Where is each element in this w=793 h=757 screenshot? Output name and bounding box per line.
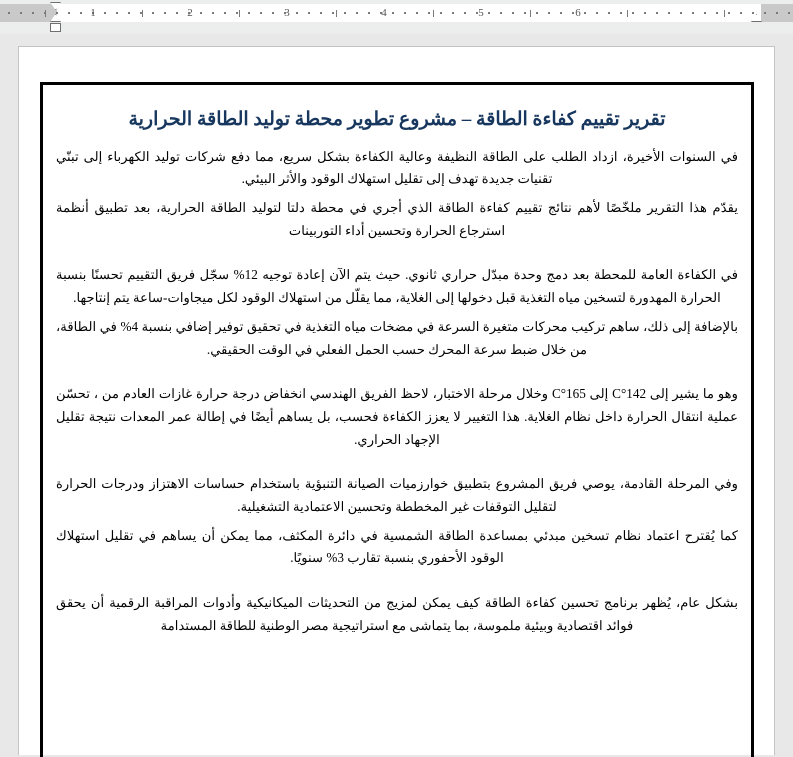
ruler-minor-tick: [320, 12, 322, 14]
ruler-minor-tick: [524, 12, 526, 14]
ruler-minor-tick: [296, 12, 298, 14]
ruler-minor-tick: [752, 12, 754, 14]
ruler-minor-tick: [596, 12, 598, 14]
ruler-minor-tick: [764, 12, 766, 14]
ruler-minor-tick: [512, 12, 514, 14]
ruler-number: 4: [381, 7, 387, 19]
ruler-half-inch-tick: [45, 10, 46, 17]
paragraph-spacer: [56, 248, 738, 264]
paragraph-spacer: [56, 367, 738, 383]
ruler-minor-tick: [20, 12, 22, 14]
ruler-minor-tick: [452, 12, 454, 14]
ruler-minor-tick: [644, 12, 646, 14]
ruler-minor-tick: [632, 12, 634, 14]
ruler-minor-tick: [656, 12, 658, 14]
ruler-half-inch-tick: [433, 10, 434, 17]
ruler-minor-tick: [668, 12, 670, 14]
ruler-minor-tick: [416, 12, 418, 14]
document-page[interactable]: [18, 46, 775, 755]
ruler-minor-tick: [80, 12, 82, 14]
ruler-minor-tick: [548, 12, 550, 14]
ruler-tick-marks: [0, 4, 793, 22]
ruler-minor-tick: [728, 12, 730, 14]
ruler-minor-tick: [116, 12, 118, 14]
ruler-half-inch-tick: [336, 10, 337, 17]
ruler-half-inch-tick: [239, 10, 240, 17]
paragraph-solar-preheating: كما يُقترح اعتماد نظام تسخين مبدئي بمساعدة الطاقة الشمسية في دائرة المكثف، مما يمكن أن يساهم في تقليل استهلاك الوقود الأحفوري بنسبة تقارب 3% سنويًا.: [56, 527, 738, 566]
ruler-number: 5: [478, 7, 484, 19]
ruler-minor-tick: [224, 12, 226, 14]
ruler-minor-tick: [776, 12, 778, 14]
ruler-minor-tick: [164, 12, 166, 14]
ruler[interactable]: [0, 0, 793, 34]
ruler-minor-tick: [440, 12, 442, 14]
ruler-minor-tick: [692, 12, 694, 14]
ruler-number: 2: [187, 7, 193, 19]
ruler-minor-tick: [200, 12, 202, 14]
paragraph-spacer: [56, 576, 738, 592]
ruler-minor-tick: [68, 12, 70, 14]
ruler-minor-tick: [500, 12, 502, 14]
ruler-half-inch-tick: [724, 10, 725, 17]
ruler-minor-tick: [8, 12, 10, 14]
ruler-minor-tick: [404, 12, 406, 14]
ruler-minor-tick: [236, 12, 238, 14]
ruler-number: 6: [575, 7, 581, 19]
ruler-half-inch-tick: [530, 10, 531, 17]
ruler-minor-tick: [56, 12, 58, 14]
ruler-number: 3: [284, 7, 290, 19]
ruler-minor-tick: [104, 12, 106, 14]
ruler-minor-tick: [584, 12, 586, 14]
ruler-minor-tick: [620, 12, 622, 14]
ruler-minor-tick: [176, 12, 178, 14]
ruler-minor-tick: [392, 12, 394, 14]
paragraph-intro: في السنوات الأخيرة، ازداد الطلب على الطاقة النظيفة وعالية الكفاءة بشكل سريع، مما دفع شركات توليد الكهرباء إلى تبنّي تقنيات جديدة تهدف إلى تقليل استهلاك الوقود والأثر البيئي.: [56, 148, 738, 187]
paragraph-summary: يقدّم هذا التقرير ملخّصًا لأهم نتائج تقييم كفاءة الطاقة الذي أجري في محطة دلتا لتوليد الطاقة الحرارية، بعد تطبيق أنظمة استرجاع الحرارة وتحسين أداء التوربينات: [56, 200, 738, 238]
ruler-minor-tick: [680, 12, 682, 14]
ruler-minor-tick: [788, 12, 790, 14]
document-body[interactable]: [42, 84, 752, 755]
ruler-minor-tick: [356, 12, 358, 14]
ruler-minor-tick: [536, 12, 538, 14]
page-title: تقرير تقييم كفاءة الطاقة – مشروع تطوير محطة توليد الطاقة الحرارية: [128, 109, 666, 130]
ruler-minor-tick: [344, 12, 346, 14]
ruler-half-inch-tick: [142, 10, 143, 17]
paragraph-vsd-savings: بالإضافة إلى ذلك، ساهم تركيب محركات متغيرة السرعة في مضخات مياه التغذية في تحقيق توفير إضافي بنسبة 4% في الطاقة، من خلال ضبط سرعة المحرك حسب الحمل الفعلي في الوقت الحقيقي.: [56, 318, 738, 357]
ruler-minor-tick: [740, 12, 742, 14]
ruler-minor-tick: [128, 12, 130, 14]
paragraph-efficiency-gain: في الكفاءة العامة للمحطة بعد دمج وحدة مبدّل حراري ثانوي. حيث يتم الآن إعادة توجيه 12% سجّل فريق التقييم تحسنًا بنسبة الحرارة المهدورة لتسخين مياه التغذية قبل دخولها إلى الغلاية، مما يقلّل من استهلاك الوقود لكل ميجاوات-ساعة يتم إنتاجها.: [56, 267, 738, 306]
ruler-minor-tick: [428, 12, 430, 14]
ruler-minor-tick: [332, 12, 334, 14]
ruler-minor-tick: [560, 12, 562, 14]
ruler-minor-tick: [368, 12, 370, 14]
ruler-minor-tick: [716, 12, 718, 14]
ruler-minor-tick: [248, 12, 250, 14]
paragraph-exhaust-temperature: وهو ما يشير إلى 142°C إلى 165°C وخلال مرحلة الاختبار، لاحظ الفريق الهندسي انخفاض درجة حرارة غازات العادم من ، تحسّن عملية انتقال الحرارة داخل نظام الغلاية. هذا التغيير لا يعزز الكفاءة فحسب، بل يساهم أيضًا في إطالة عمر المعدات نتيجة تقليل الإجهاد الحراري.: [56, 386, 738, 447]
ruler-number: 1: [90, 7, 96, 19]
paragraph-conclusion: بشكل عام، يُظهر برنامج تحسين كفاءة الطاقة كيف يمكن لمزيج من التحديثات الميكانيكية وأدوات المراقبة الرقمية أن يحقق فوائد اقتصادية وبيئية ملموسة، بما يتماشى مع استراتيجية مصر الوطنية للطاقة المستدامة: [56, 595, 738, 633]
paragraph-spacer: [56, 457, 738, 473]
ruler-minor-tick: [260, 12, 262, 14]
ruler-half-inch-tick: [627, 10, 628, 17]
ruler-minor-tick: [152, 12, 154, 14]
left-indent-marker[interactable]: [50, 23, 61, 32]
paragraph-predictive-maintenance: وفي المرحلة القادمة، يوصي فريق المشروع بتطبيق خوارزميات الصيانة التنبؤية باستخدام حساسات الاهتزاز ودرجات الحرارة لتقليل التوقفات غير المخططة وتحسين الاعتمادية التشغيلية.: [56, 476, 738, 515]
ruler-minor-tick: [464, 12, 466, 14]
ruler-minor-tick: [272, 12, 274, 14]
ruler-minor-tick: [308, 12, 310, 14]
ruler-minor-tick: [704, 12, 706, 14]
ruler-minor-tick: [32, 12, 34, 14]
ruler-minor-tick: [572, 12, 574, 14]
ruler-minor-tick: [212, 12, 214, 14]
ruler-minor-tick: [608, 12, 610, 14]
ruler-minor-tick: [488, 12, 490, 14]
